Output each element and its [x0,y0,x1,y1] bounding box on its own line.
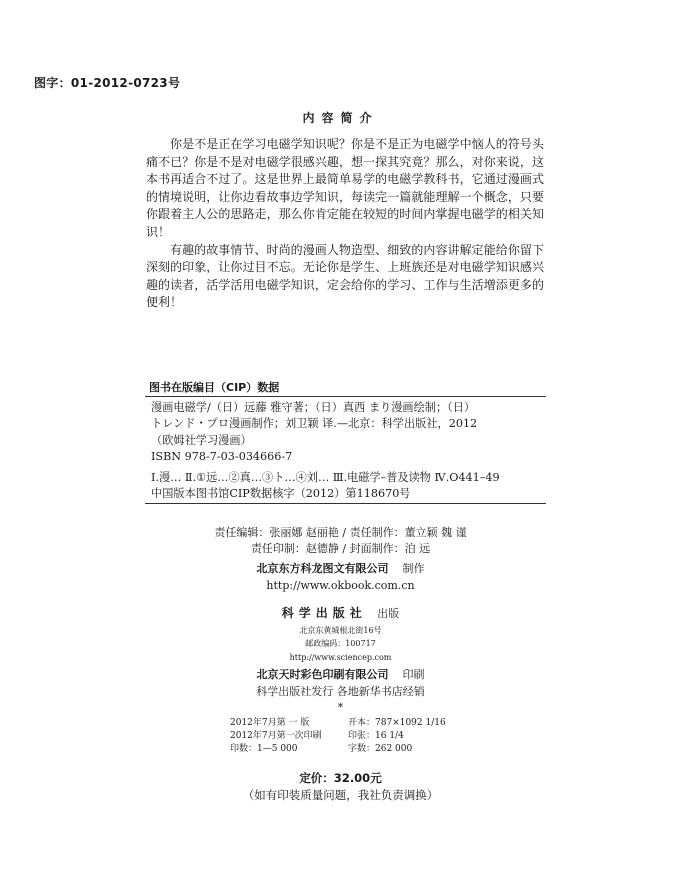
contract-number: 图字：01-2012-0723号 [34,76,181,90]
printer-name: 北京天时彩色印刷有限公司 [256,668,389,681]
distribution-line: 科学出版社发行 各地新华书店经销 [256,685,425,698]
printer-line [0,667,681,683]
word-count-text: 字数：262 000 [348,744,413,754]
separator-star: * [337,701,344,714]
publisher-address: 北京东黄城根北街16号 [299,626,382,635]
print-run-text: 印数：1—5 000 [230,744,298,754]
producer-name: 北京东方科龙图文有限公司 [256,562,389,575]
cip-line: トレンド・プロ漫画制作；刘卫颖 译.—北京：科学出版社，2012 [151,417,478,431]
quality-notice: （如有印装质量问题，我社负责调换） [242,788,439,802]
format-text: 开本：787×1092 1/16 [348,718,446,728]
intro-section [146,136,544,312]
price: 定价：32.00元 [299,771,382,785]
cip-heading: 图书在版编目（CIP）数据 [149,381,280,394]
publisher-postcode: 邮政编码：100717 [305,639,376,648]
credits-editors: 责任编辑：张丽娜 赵丽艳 / 责任制作：董立颖 魏 谨 [214,526,467,539]
intro-paragraph: 有趣的故事情节、时尚的漫画人物造型、细致的内容讲解定能给你留下深刻的印象，让你过目不忘。无论你是学生、上班族还是对电磁学知识感兴趣的读者，活学活用电磁学知识，定会给你的学习、工作与生活增添更多的便利！ [146,242,544,310]
publisher-role: 出版 [377,607,400,620]
intro-title: 内容简介 [302,111,379,125]
producer-role: 制作 [402,562,425,575]
intro-paragraph: 你是不是正在学习电磁学知识呢？你是不是正为电磁学中恼人的符号头痛不已？你是不是对电磁学很感兴趣，想一探其究竟？那么，对你来说，这本书再适合不过了。这是世界上最简单易学的电磁学教科书，它通过漫画式的情境说明，让你边看故事边学知识，每读完一篇就能理解一个概念，只要你跟着主人公的思路走，那么你肯定能在较短的时间内掌握电磁学的相关知识！ [146,137,544,239]
producer-line [0,561,681,577]
cip-line: 漫画电磁学/（日）远藤 雅守著；（日）真西 まり漫画绘制；（日） [151,401,476,414]
publisher-name: 科学出版社 [281,606,367,620]
printing-text: 2012年7月第一次印刷 [230,731,322,741]
cip-line: ISBN 978-7-03-034666-7 [151,450,293,464]
print-info [230,717,470,756]
cip-line: Ⅰ.漫… Ⅱ.①远…②真…③ト…④刘… Ⅲ.电磁学–普及读物 Ⅳ.O441–49 [151,470,500,484]
cip-line: （欧姆社学习漫画） [151,433,252,447]
cip-data-box [145,396,546,504]
credits-print-cover: 责任印制：赵德静 / 封面制作：泊 远 [250,542,431,555]
sheets-text: 印张：16 1/4 [348,731,404,741]
cip-line: 中国版本图书馆CIP数据核字（2012）第118670号 [151,487,411,501]
publisher-line [0,605,681,622]
producer-url: http://www.okbook.com.cn [266,579,415,592]
edition-text: 2012年7月第 一 版 [230,718,310,728]
publisher-url: http://www.sciencep.com [289,653,392,662]
printer-role: 印刷 [402,668,425,681]
